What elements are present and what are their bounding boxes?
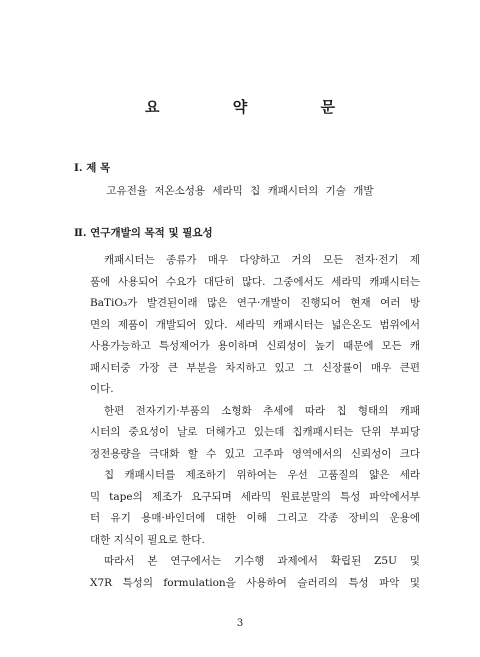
body-line: 믹 tape의 제조가 요구되며 세라믹 원료분말의 특성 파악에서부 [90, 490, 420, 503]
page-title: 요 약 문 [145, 98, 369, 116]
section-heading-purpose: Ⅱ. 연구개발의 목적 및 필요성 [74, 227, 213, 239]
research-subject: 고유전율 저온소성용 세라믹 칩 캐패시터의 기술 개발 [106, 185, 374, 197]
body-line: 한편 전자기기·부품의 소형화 추세에 따라 칩 형태의 캐패 [104, 404, 420, 417]
section-heading-title: Ⅰ. 제 목 [74, 162, 111, 174]
body-line: 패시터중 가장 큰 부분을 차지하고 있고 그 신장률이 매우 큰편 [90, 361, 420, 374]
body-line: 품에 사용되어 수요가 대단히 많다. 그중에서도 세라믹 캐패시터는 [90, 275, 420, 288]
page-number: 3 [236, 618, 244, 629]
body-line: X7R 특성의 formulation을 사용하여 슬러리의 특성 파악 및 [90, 576, 420, 589]
body-line: BaTiO₃가 발견된이래 많은 연구·개발이 진행되어 현재 여러 방 [90, 297, 420, 309]
body-line: 터 유기 용매·바인더에 대한 이해 그리고 각종 장비의 운용에 [90, 512, 420, 524]
body-line: 시터의 중요성이 날로 더해가고 있는데 칩캐패시터는 단위 부피당 [90, 426, 420, 438]
body-line: 정전용량을 극대화 할 수 있고 고주파 영역에서의 신뢰성이 크다 [90, 447, 420, 460]
body-line: 대한 지식이 필요로 한다. [90, 533, 205, 546]
body-line: 칩 캐패시터를 제조하기 위하여는 우선 고품질의 얇은 세라 [104, 469, 420, 481]
body-line: 면의 제품이 개발되어 있다. 세라믹 캐패시터는 넓은온도 범위에서 [90, 318, 420, 331]
body-line: 이다. [90, 383, 114, 395]
body-line: 사용가능하고 특성제어가 용이하며 신뢰성이 높기 때문에 모든 캐 [90, 340, 420, 352]
body-line: 캐패시터는 종류가 매우 다양하고 거의 모든 전자·전기 제 [104, 254, 420, 266]
body-line: 따라서 본 연구에서는 기수행 과제에서 확립된 Z5U 및 [104, 555, 420, 567]
body-text [90, 250, 420, 594]
